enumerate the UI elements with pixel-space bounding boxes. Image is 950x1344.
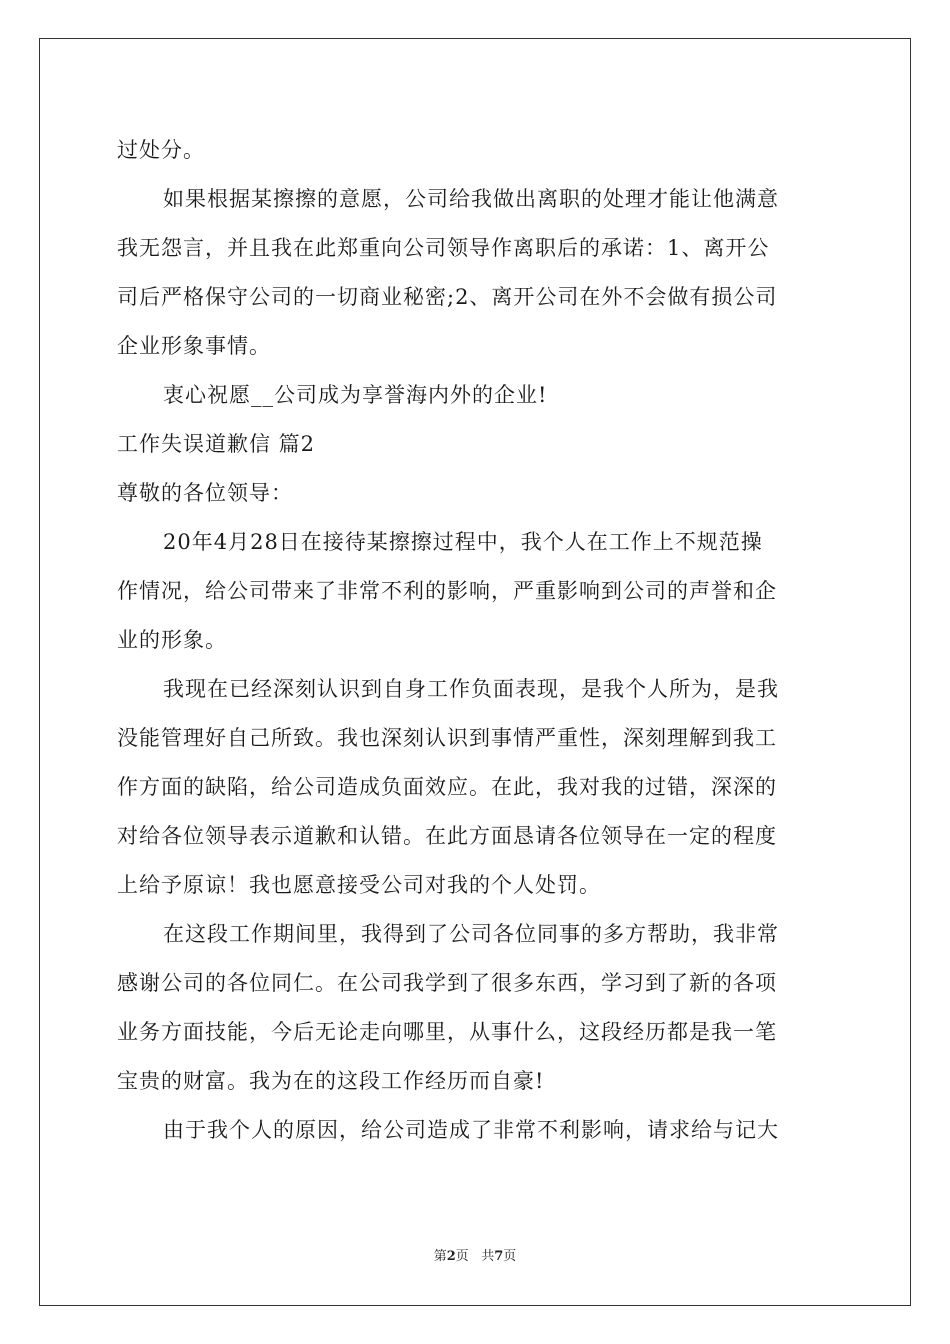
text-line: 由于我个人的原因，给公司造成了非常不利影响，请求给与记大 — [163, 1118, 779, 1142]
page-footer — [0, 1245, 950, 1264]
text-line: 上给予原谅！我也愿意接受公司对我的个人处罚。 — [117, 873, 601, 897]
text-line: 业的形象。 — [117, 628, 227, 652]
text-line: 对给各位领导表示道歉和认错。在此方面恳请各位领导在一定的程度 — [117, 824, 777, 848]
text-line: 过处分。 — [117, 138, 205, 162]
page-number-prefix: 第 — [433, 1249, 447, 1264]
page-number-suffix: 页 — [455, 1249, 469, 1264]
text-line: 作情况，给公司带来了非常不利的影响，严重影响到公司的声誉和企 — [117, 579, 777, 603]
page-total-suffix: 页 — [503, 1249, 517, 1264]
text-line: 感谢公司的各位同仁。在公司我学到了很多东西，学习到了新的各项 — [117, 971, 777, 995]
text-line: 宝贵的财富。我为在的这段工作经历而自豪! — [117, 1069, 545, 1093]
text-line: 如果根据某擦擦的意愿，公司给我做出离职的处理才能让他满意 — [163, 187, 779, 211]
text-line: 在这段工作期间里，我得到了公司各位同事的多方帮助，我非常 — [163, 922, 779, 946]
page-total: 7 — [494, 1249, 504, 1264]
text-line: 衷心祝愿__公司成为享誉海内外的企业! — [163, 383, 548, 407]
text-line: 司后严格保守公司的一切商业秘密;2、离开公司在外不会做有损公司 — [117, 285, 778, 309]
text-line: 业务方面技能，今后无论走向哪里，从事什么，这段经历都是我一笔 — [117, 1020, 777, 1044]
page-total-prefix: 共 — [481, 1249, 495, 1264]
text-line: 我无怨言，并且我在此郑重向公司领导作离职后的承诺：1、离开公 — [117, 236, 770, 260]
text-line: 尊敬的各位领导： — [117, 481, 293, 505]
text-line: 作方面的缺陷，给公司造成负面效应。在此，我对我的过错，深深的 — [117, 775, 777, 799]
text-line: 工作失误道歉信 篇2 — [117, 432, 316, 456]
text-line: 企业形象事情。 — [117, 334, 271, 358]
text-line: 20年4月28日在接待某擦擦过程中，我个人在工作上不规范操 — [163, 530, 763, 554]
document-body — [117, 126, 833, 1155]
page-number-current: 2 — [446, 1249, 456, 1264]
text-line: 我现在已经深刻认识到自身工作负面表现，是我个人所为，是我 — [163, 677, 779, 701]
text-line: 没能管理好自己所致。我也深刻认识到事情严重性，深刻理解到我工 — [117, 726, 777, 750]
